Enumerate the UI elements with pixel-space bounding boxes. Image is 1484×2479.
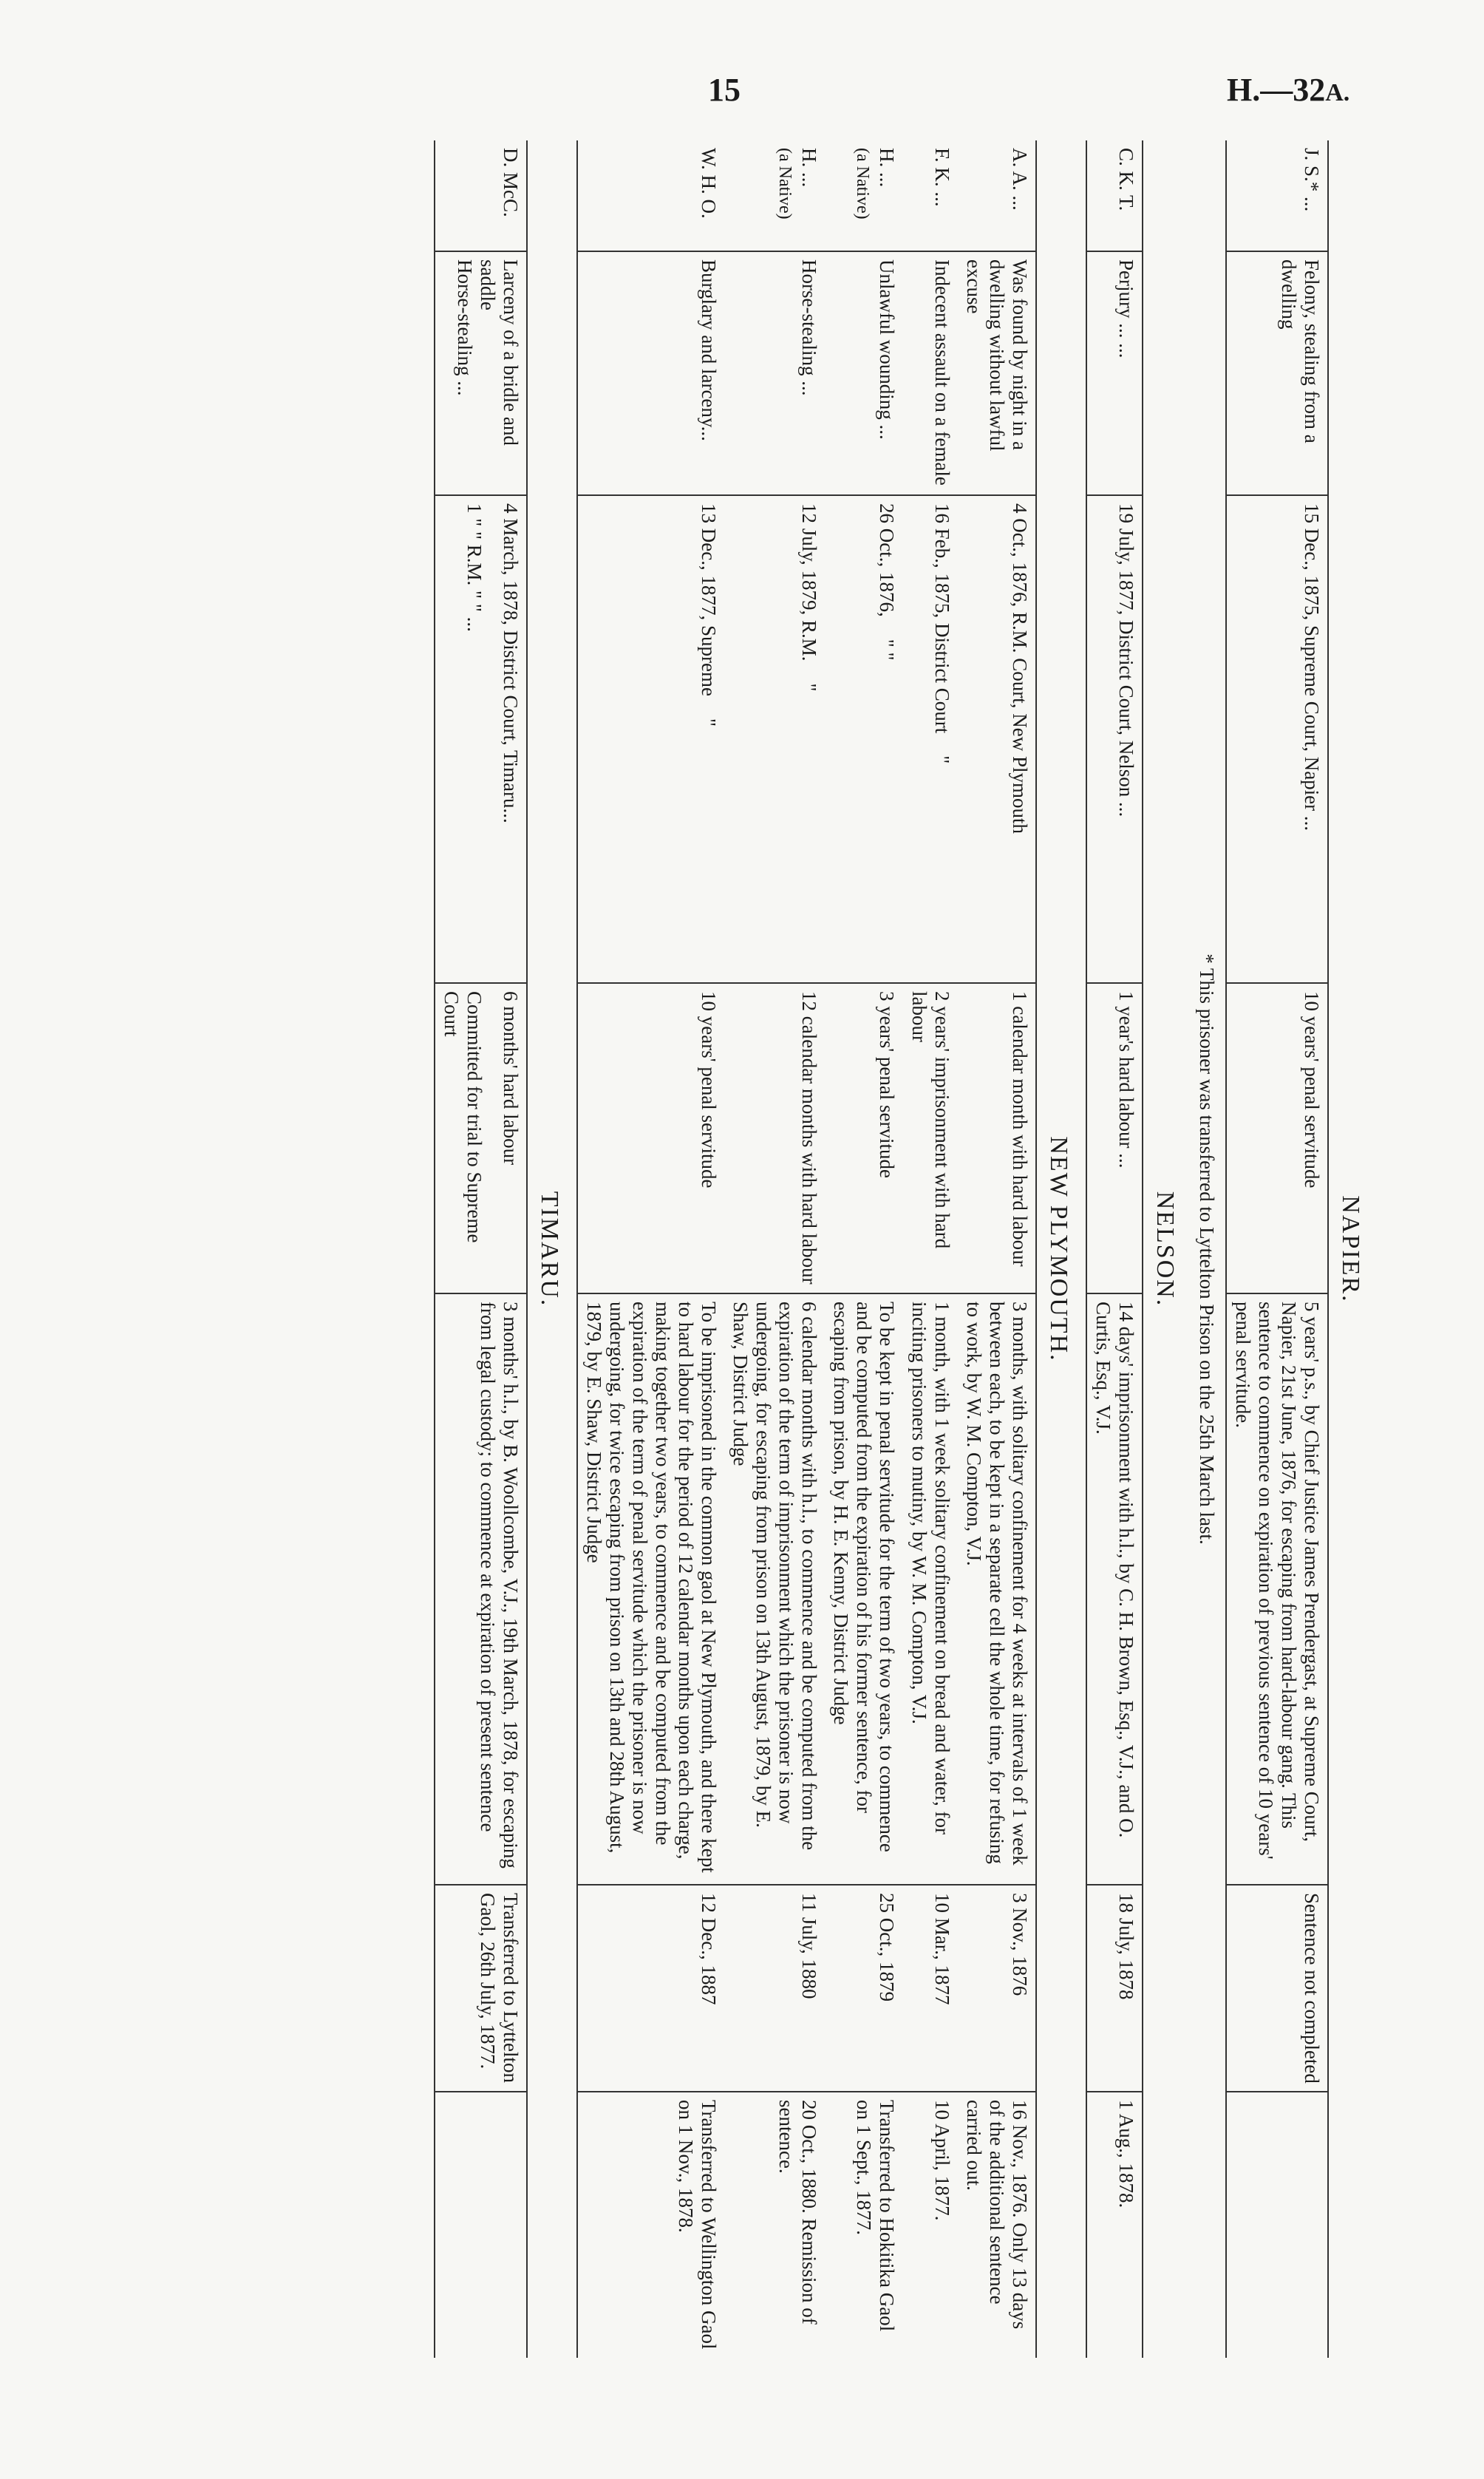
document-reference bbox=[1227, 71, 1349, 109]
footnote: * This prisoner was transferred to Lyttelton Prison on the 25th March last. bbox=[1195, 953, 1218, 1545]
conviction-line-1: 4 March, 1878, District Court, Timaru... bbox=[499, 503, 522, 823]
conviction-text: 26 Oct., 1876, bbox=[876, 503, 899, 617]
empty-cell bbox=[435, 2092, 527, 2358]
section-title-napier: NAPIER. bbox=[1337, 1195, 1364, 1303]
ditto-mark: " bbox=[698, 718, 721, 727]
reference-suffix: A. bbox=[1325, 79, 1350, 106]
ditto-mark: " bbox=[930, 755, 953, 764]
date-further: 10 Mar., 1877 bbox=[902, 1885, 957, 2092]
discharge-note: 20 Oct., 1880. Remission of sentence. bbox=[775, 2100, 821, 2325]
conviction-line-2: 1 " " R.M. " " ... bbox=[463, 503, 486, 632]
conviction: 4 Oct., 1876, R.M. Court, New Plymouth bbox=[958, 495, 1036, 983]
table-row bbox=[902, 140, 957, 2358]
name-note: (a Native) bbox=[853, 148, 873, 220]
offence: Perjury ... ... bbox=[1086, 251, 1143, 495]
further-sentence: 6 calendar months with h.l., to commence and be computed from the expiration of the term of imprisonment which the prisoner is now undergoing, for escaping from prison on 13th August, 1879, by E. Shaw, District Judge bbox=[724, 1293, 825, 1885]
napier-table bbox=[1225, 140, 1329, 2358]
prisoner-name: D. McC. bbox=[435, 140, 527, 251]
table-row bbox=[435, 140, 527, 2358]
original-sentence bbox=[435, 983, 527, 1293]
section-title-timaru: TIMARU. bbox=[535, 1191, 563, 1307]
prisoner-name bbox=[724, 140, 825, 251]
discharge-note: 16 Nov., 1876. Only 13 days of the additional sentence carried out. bbox=[962, 2100, 1031, 2330]
further-sentence: 3 months' h.l., by B. Woollcombe, V.J., 19th March, 1878, for escaping from legal custody; to commence at expiration of present sentence bbox=[435, 1293, 527, 1885]
original-sentence: 12 calendar months with hard labour bbox=[724, 983, 825, 1293]
offence: Burglary and larceny... bbox=[577, 251, 724, 495]
date-further: 3 Nov., 1876 bbox=[958, 1885, 1036, 2092]
further-sentence: To be imprisoned in the common gaol at New Plymouth, and there kept to hard labour for the period of 12 calendar months upon each charge, making together two years, to commence and be computed from the expiration of the term of penal servitude which the prisoner is now undergoing, for twice escaping from prison on 13th and 28th August, 1879, by E. Shaw, District Judge bbox=[577, 1293, 724, 1885]
prisoner-name: F. K. ... bbox=[902, 140, 957, 251]
discharge-note: 10 April, 1877. bbox=[930, 2100, 953, 2221]
original-sentence: 2 years' imprisonment with hard labour bbox=[902, 983, 957, 1293]
prisoner-name: C. K. T. bbox=[1086, 140, 1143, 251]
conviction bbox=[825, 495, 902, 983]
prisoner-name: A. A. ... bbox=[958, 140, 1036, 251]
original-sentence-line-1: 6 months' hard labour bbox=[499, 991, 522, 1166]
offence-line-1: Larceny of a bridle and saddle bbox=[476, 259, 522, 446]
date-further: 18 July, 1878 bbox=[1086, 1885, 1143, 2092]
timaru-table bbox=[434, 140, 528, 2358]
discharge-note: 1 Aug., 1878. bbox=[1114, 2100, 1137, 2208]
nelson-table bbox=[1086, 140, 1143, 2358]
table-row bbox=[1086, 140, 1143, 2358]
conviction-text: 12 July, 1879, R.M. bbox=[798, 503, 821, 662]
further-sentence: 5 years' p.s., by Chief Justice James Prendergast, at Supreme Court, Napier, 21st June, 1876, for escaping from hard-labour gang. This sentence to commence on expiration of previous sentence of 10 years' penal servitude. bbox=[1226, 1293, 1328, 1885]
original-sentence: 1 calendar month with hard labour bbox=[958, 983, 1036, 1293]
further-sentence: To be kept in penal servitude for the term of two years, to commence and be computed from the expiration of his former sentence, for escaping from prison, by H. E. Kenny, District Judge bbox=[825, 1293, 902, 1885]
discharge-note: Transferred to Wellington Gaol on 1 Nov., 1878. bbox=[675, 2100, 721, 2350]
further-sentence: 1 month, with 1 week solitary confinement on bread and water, for inciting prisoners to mutiny, by W. M. Compton, V.J. bbox=[902, 1293, 957, 1885]
prisoner-name bbox=[825, 140, 902, 251]
table-row bbox=[577, 140, 724, 2358]
discharge-note: Transferred to Hokitika Gaol on 1 Sept., 1877. bbox=[853, 2100, 899, 2332]
conviction: 15 Dec., 1875, Supreme Court, Napier ... bbox=[1226, 495, 1328, 983]
ditto-mark: " bbox=[798, 683, 821, 692]
original-sentence: 10 years' penal servitude bbox=[1226, 983, 1328, 1293]
new-plymouth-table bbox=[576, 140, 1037, 2358]
offence: Indecent assault on a female bbox=[902, 251, 957, 495]
table-row bbox=[825, 140, 902, 2358]
original-sentence: 3 years' penal servitude bbox=[825, 983, 902, 1293]
discharge-note: Transferred to Lyttelton Gaol, 26th July, 1877. bbox=[435, 1885, 527, 2092]
name-text: H. ... bbox=[876, 148, 899, 188]
offence-line-2: Horse-stealing ... bbox=[453, 259, 476, 396]
original-sentence: 1 year's hard labour ... bbox=[1086, 983, 1143, 1293]
conviction-text: 13 Dec., 1877, Supreme bbox=[698, 503, 721, 696]
offence: Was found by night in a dwelling without lawful excuse bbox=[958, 251, 1036, 495]
prisoner-name: W. H. O. bbox=[577, 140, 724, 251]
section-title-new-plymouth: NEW PLYMOUTH. bbox=[1044, 1136, 1072, 1362]
name-text: H. ... bbox=[798, 148, 821, 188]
offence: Horse-stealing ... bbox=[724, 251, 825, 495]
conviction bbox=[902, 495, 957, 983]
reference-main: H.—32 bbox=[1227, 72, 1326, 108]
offence: Unlawful wounding ... bbox=[825, 251, 902, 495]
offence bbox=[435, 251, 527, 495]
discharge-note: Sentence not completed bbox=[1226, 1885, 1328, 2092]
conviction bbox=[724, 495, 825, 983]
further-sentence: 14 days' imprisonment with h.l., by C. H. Brown, Esq., V.J., and O. Curtis, Esq., V.J. bbox=[1086, 1293, 1143, 1885]
table-row bbox=[724, 140, 825, 2358]
page-number: 15 bbox=[708, 72, 741, 108]
empty-cell bbox=[1226, 2092, 1328, 2358]
table-row bbox=[958, 140, 1036, 2358]
conviction: 19 July, 1877, District Court, Nelson ... bbox=[1086, 495, 1143, 983]
section-title-nelson: NELSON. bbox=[1151, 1191, 1179, 1307]
date-further: 25 Oct., 1879 bbox=[825, 1885, 902, 2092]
original-sentence: 10 years' penal servitude bbox=[577, 983, 724, 1293]
original-sentence-line-2: Committed for trial to Supreme Court bbox=[440, 991, 486, 1243]
date-further: 12 Dec., 1887 bbox=[577, 1885, 724, 2092]
conviction-text: 16 Feb., 1875, District Court bbox=[930, 503, 953, 734]
prisoner-name: J. S.* ... bbox=[1226, 140, 1328, 251]
further-sentence: 3 months, with solitary confinement for 4 weeks at intervals of 1 week between each, to be kept in a separate cell the whole time, for refusing to work, by W. M. Compton, V.J. bbox=[958, 1293, 1036, 1885]
conviction bbox=[577, 495, 724, 983]
offence: Felony, stealing from a dwelling bbox=[1226, 251, 1328, 495]
date-further: 11 July, 1880 bbox=[724, 1885, 825, 2092]
rotated-table-area bbox=[151, 140, 1378, 2358]
ditto-mark: " " bbox=[876, 639, 899, 661]
table-row bbox=[1226, 140, 1328, 2358]
name-note: (a Native) bbox=[775, 148, 795, 220]
conviction bbox=[435, 495, 527, 983]
